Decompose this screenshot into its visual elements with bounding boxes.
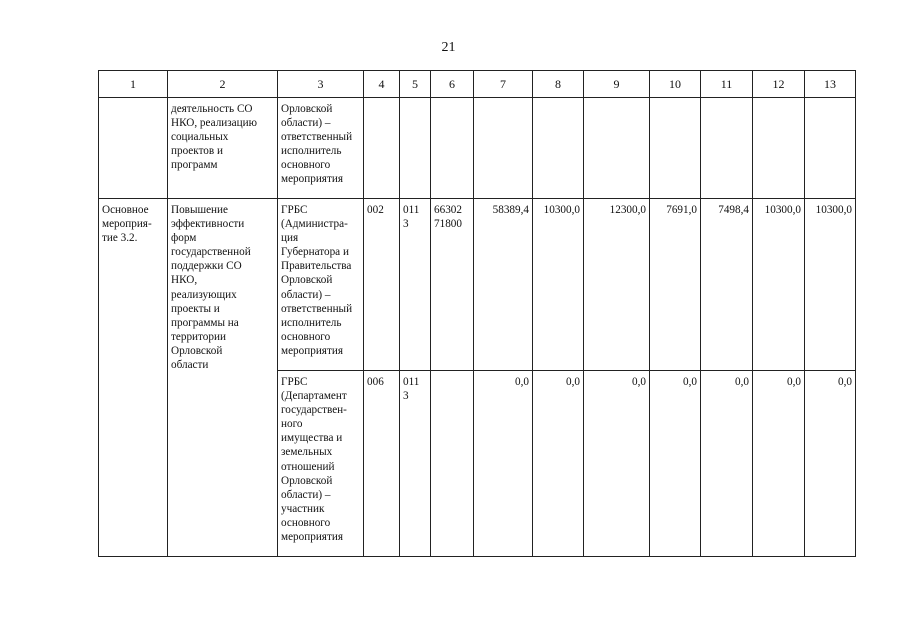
column-header: 2 xyxy=(168,71,278,98)
table-cell: ГРБС (Администра- ция Губернатора и Правительства Орловской области) – ответственный исполнитель основного мероприятия xyxy=(278,199,364,371)
table-cell xyxy=(431,98,474,199)
table-cell: 0,0 xyxy=(584,371,650,557)
table-cell: 011 3 xyxy=(400,371,431,557)
column-header: 7 xyxy=(474,71,533,98)
column-header: 1 xyxy=(99,71,168,98)
table-cell: 0,0 xyxy=(533,371,584,557)
page-number: 21 xyxy=(441,40,456,55)
column-header: 3 xyxy=(278,71,364,98)
column-header: 9 xyxy=(584,71,650,98)
table-cell: 0,0 xyxy=(650,371,701,557)
table-cell xyxy=(584,98,650,199)
column-header: 5 xyxy=(400,71,431,98)
table-cell: 58389,4 xyxy=(474,199,533,371)
table-cell xyxy=(701,98,753,199)
table-cell: 10300,0 xyxy=(753,199,805,371)
column-header: 12 xyxy=(753,71,805,98)
column-header: 11 xyxy=(701,71,753,98)
table-cell: 002 xyxy=(364,199,400,371)
column-header: 13 xyxy=(805,71,856,98)
table-cell: 66302 71800 xyxy=(431,199,474,371)
table-cell: Повышение эффективности форм государственной поддержки СО НКО, реализующих проекты и программы на территории Орловской области xyxy=(168,199,278,557)
table-cell: деятельность СО НКО, реализацию социальных проектов и программ xyxy=(168,98,278,199)
table-cell: 10300,0 xyxy=(805,199,856,371)
table-cell xyxy=(99,98,168,199)
table-cell: 0,0 xyxy=(805,371,856,557)
table-cell: 10300,0 xyxy=(533,199,584,371)
table-cell: 12300,0 xyxy=(584,199,650,371)
table-row xyxy=(99,199,856,371)
data-table xyxy=(98,70,856,557)
table-row xyxy=(99,98,856,199)
table-cell: ГРБС (Департамент государствен- ного имущества и земельных отношений Орловской области) – участник основного мероприятия xyxy=(278,371,364,557)
table-cell: 7498,4 xyxy=(701,199,753,371)
table-cell xyxy=(805,98,856,199)
table-cell xyxy=(431,371,474,557)
table-header-row xyxy=(99,71,856,98)
table-cell xyxy=(650,98,701,199)
column-header: 8 xyxy=(533,71,584,98)
table-cell: 7691,0 xyxy=(650,199,701,371)
table-cell: 011 3 xyxy=(400,199,431,371)
table-cell: 0,0 xyxy=(701,371,753,557)
table-cell: 0,0 xyxy=(474,371,533,557)
table-cell: 006 xyxy=(364,371,400,557)
column-header: 6 xyxy=(431,71,474,98)
table-cell: Орловской области) – ответственный исполнитель основного мероприятия xyxy=(278,98,364,199)
table-cell xyxy=(533,98,584,199)
table-cell xyxy=(474,98,533,199)
column-header: 4 xyxy=(364,71,400,98)
table-cell: Основное мероприя- тие 3.2. xyxy=(99,199,168,557)
table-cell: 0,0 xyxy=(753,371,805,557)
table-cell xyxy=(364,98,400,199)
table-cell xyxy=(400,98,431,199)
table-cell xyxy=(753,98,805,199)
column-header: 10 xyxy=(650,71,701,98)
